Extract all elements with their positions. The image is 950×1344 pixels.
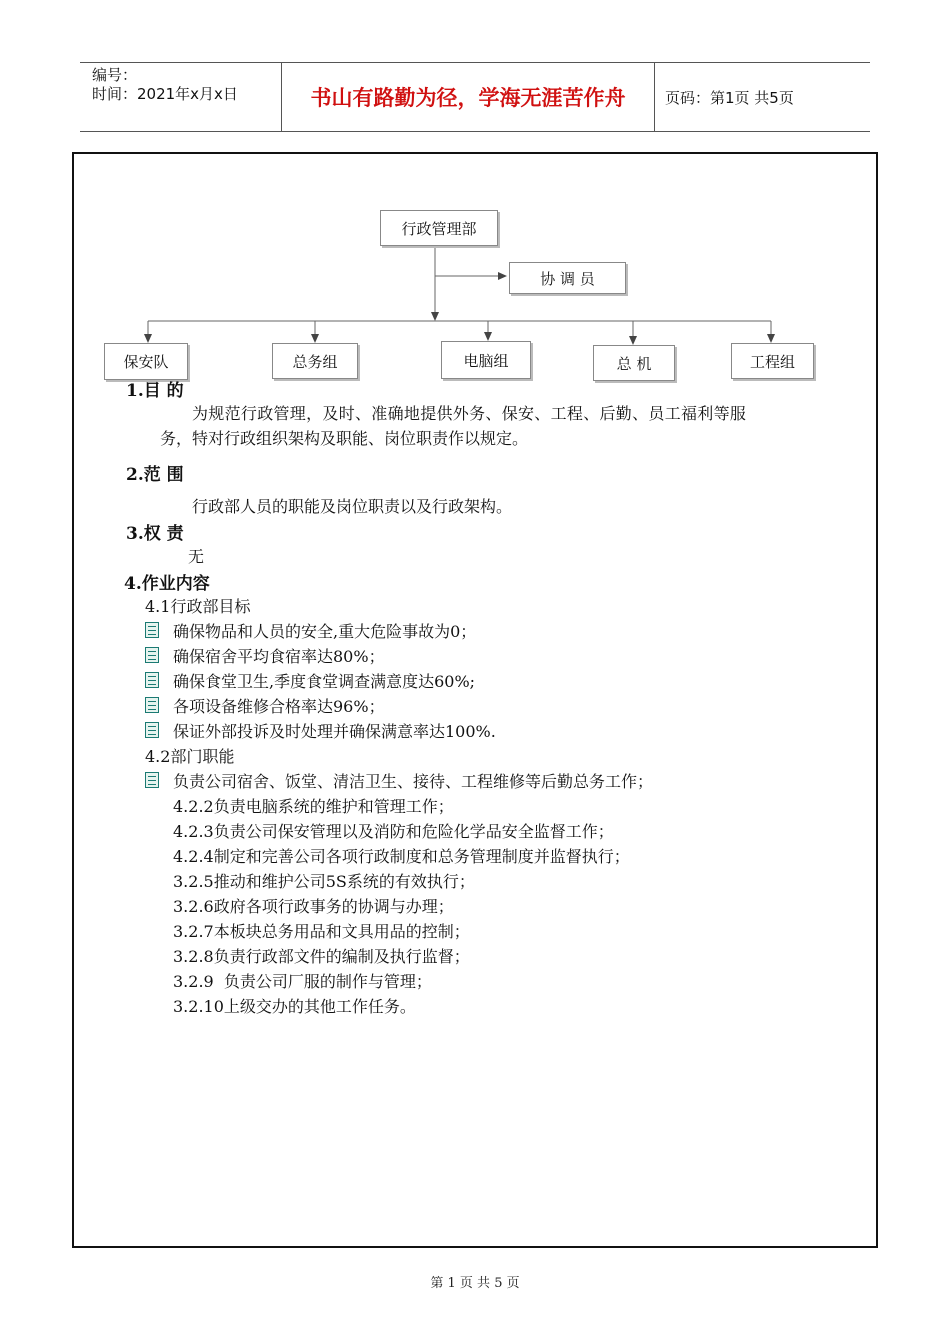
duty-item: 3.2.9 负责公司厂服的制作与管理； [173,972,432,991]
responsibility-text: 无 [188,547,205,566]
document-bullet-icon [145,647,159,663]
duty-item: 4.2.2负责电脑系统的维护和管理工作； [173,797,454,816]
header-meta [80,63,280,131]
goal-item: 确保宿舍平均食宿率达80%； [173,647,385,666]
section-title-purpose: 1.目 的 [126,381,184,401]
duty-item: 4.2.3负责公司保安管理以及消防和危险化学品安全监督工作； [173,822,614,841]
header-motto: 书山有路勤为径，学海无涯苦作舟 [310,86,626,110]
purpose-text-line2: 务，特对行政组织架构及职能、岗位职责作以规定。 [160,429,529,448]
subsection-title-functions: 4.2部门职能 [145,747,235,766]
duty-item: 3.2.6政府各项行政事务的协调与办理； [173,897,454,916]
duty-item: 3.2.8负责行政部文件的编制及执行监督； [173,947,470,966]
duty-item: 3.2.10上级交办的其他工作任务。 [173,997,416,1016]
goal-item: 确保物品和人员的安全,重大危险事故为0； [173,622,477,641]
org-node-admin-dept: 行政管理部 [380,210,498,246]
duty-item: 3.2.7本板块总务用品和文具用品的控制； [173,922,470,941]
org-node-engineering: 工程组 [731,343,814,379]
org-node-security: 保安队 [104,343,188,380]
duty-item: 负责公司宿舍、饭堂、清洁卫生、接待、工程维修等后勤总务工作； [173,772,654,791]
goal-item: 确保食堂卫生,季度食堂调查满意度达60%; [173,672,476,691]
document-bullet-icon [145,697,159,713]
scope-text: 行政部人员的职能及岗位职责以及行政架构。 [192,497,513,516]
document-bullet-icon [145,672,159,688]
goal-item: 保证外部投诉及时处理并确保满意率达100%. [173,722,496,741]
org-node-general-affairs: 总务组 [272,343,358,379]
duty-item: 4.2.4制定和完善公司各项行政制度和总务管理制度并监督执行； [173,847,630,866]
goal-item: 各项设备维修合格率达96%； [173,697,385,716]
number-label: 编号： [92,66,138,84]
page-number-label: 页码：第1页 共5页 [665,88,794,107]
purpose-text-line1: 为规范行政管理，及时、准确地提供外务、保安、工程、后勤、员工福利等服 [192,404,747,423]
divider [654,63,655,131]
subsection-title-goals: 4.1行政部目标 [145,597,251,616]
document-bullet-icon [145,722,159,738]
document-bullet-icon [145,772,159,788]
duty-item: 3.2.5推动和维护公司5S系统的有效执行； [173,872,475,891]
org-node-switchboard: 总 机 [593,345,675,381]
section-title-responsibility: 3.权 责 [126,524,184,544]
org-node-coordinator: 协 调 员 [509,262,626,294]
section-title-scope: 2.范 围 [126,465,184,485]
page-footer: 第 1 页 共 5 页 [430,1276,520,1291]
page-header [80,62,870,132]
document-bullet-icon [145,622,159,638]
org-node-it: 电脑组 [441,341,531,379]
section-title-work-content: 4.作业内容 [124,574,210,594]
time-label: 时间：2021年x月x日 [92,85,238,103]
